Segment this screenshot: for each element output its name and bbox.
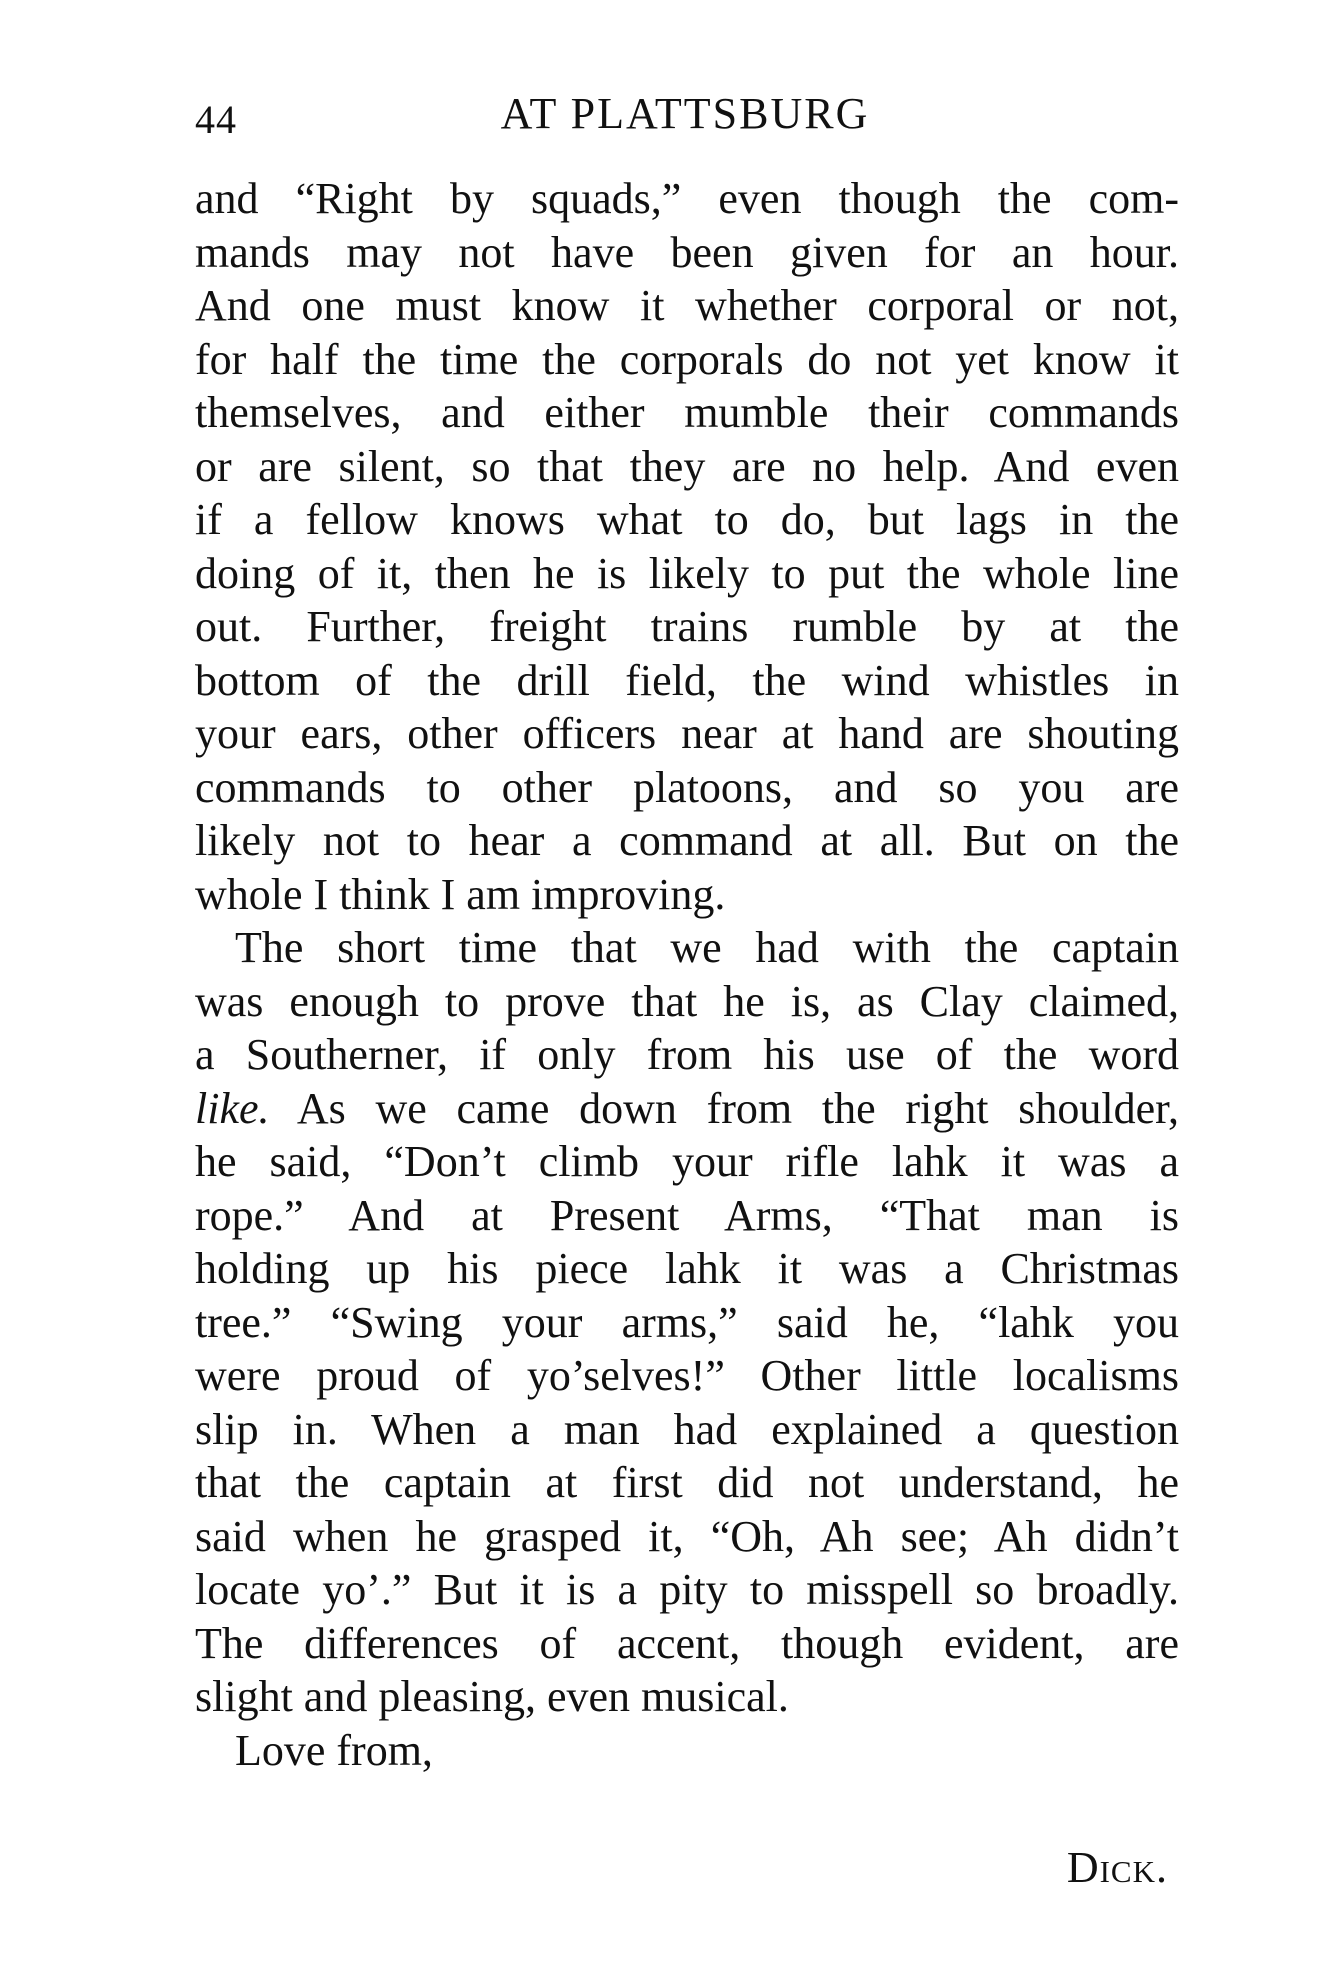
text-line: slight and pleasing, even musical. (195, 1672, 789, 1721)
page-number: 44 (195, 97, 237, 142)
italic-word: like. (195, 1083, 270, 1133)
text-line: doing of it, then he is likely to put the whole line (195, 548, 1179, 598)
text-line: that the captain at first did not understand, he (195, 1458, 1179, 1507)
text-line: tree.” “Swing your arms,” said he, “lahk you (195, 1297, 1179, 1347)
text-line: The short time that we had with the captain (235, 923, 1179, 972)
text-line: whole I think I am improving. (195, 869, 726, 919)
text-line: themselves, and either mumble their commands (195, 388, 1179, 437)
text-line: or are silent, so that they are no help. And even (195, 441, 1179, 491)
paragraph-1 (195, 172, 1179, 921)
text-line: bottom of the drill field, the wind whistles in (195, 655, 1179, 705)
text-line: he said, “Don’t climb your rifle lahk it was a (195, 1137, 1179, 1186)
text-line: out. Further, freight trains rumble by at the (195, 602, 1179, 651)
salutation: Love from, (235, 1725, 433, 1775)
text-line: mands may not have been given for an hour. (195, 227, 1179, 277)
text-line: The differences of accent, though evident, are (195, 1618, 1179, 1668)
text-line-with-italic (195, 1082, 1179, 1136)
text-line: a Southerner, if only from his use of the word (195, 1030, 1179, 1079)
signature: Dick. (1066, 1843, 1168, 1892)
text-line: said when he grasped it, “Oh, Ah see; Ah didn’t (195, 1511, 1179, 1561)
closing (195, 1724, 1179, 1778)
page-header (195, 88, 1175, 148)
text-line: if a fellow knows what to do, but lags in the (195, 495, 1179, 544)
text-line: slip in. When a man had explained a question (195, 1404, 1179, 1454)
text-line: holding up his piece lahk it was a Christmas (195, 1244, 1179, 1293)
text-line: rope.” And at Present Arms, “That man is (195, 1190, 1179, 1240)
text-line: And one must know it whether corporal or not, (195, 281, 1179, 330)
text-line: locate yo’.” But it is a pity to misspell so broadly. (195, 1565, 1179, 1614)
text-line: were proud of yo’selves!” Other little localisms (195, 1351, 1179, 1400)
text-fragment: As we came down from the right shoulder, (269, 1083, 1179, 1133)
text-line: your ears, other officers near at hand are shouting (195, 709, 1179, 758)
text-line: was enough to prove that he is, as Clay claimed, (195, 976, 1179, 1026)
body-text (195, 172, 1179, 1777)
text-line: and “Right by squads,” even though the com- (195, 174, 1179, 223)
text-line: likely not to hear a command at all. But on the (195, 816, 1179, 865)
paragraph-2 (195, 921, 1179, 1724)
running-head: AT PLATTSBURG (500, 89, 870, 138)
text-line: commands to other platoons, and so you are (195, 762, 1179, 812)
text-line: for half the time the corporals do not yet know it (195, 334, 1179, 384)
